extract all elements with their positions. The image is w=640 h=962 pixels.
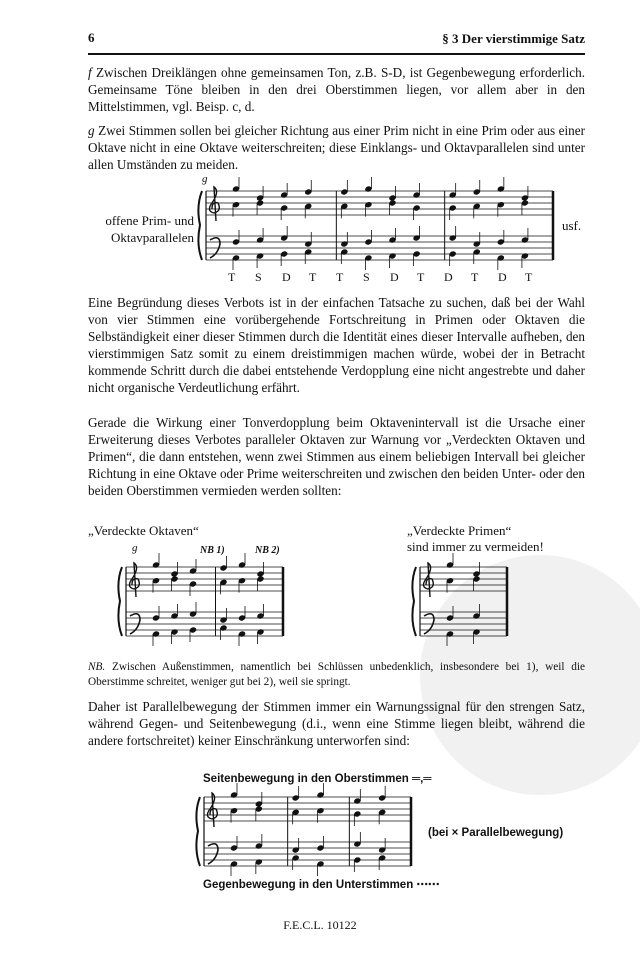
brace-icon xyxy=(412,567,416,636)
function-label: D xyxy=(282,270,291,284)
section-title: § 3 Der vierstimmige Satz xyxy=(442,31,585,46)
example-marker: g xyxy=(202,173,208,185)
paragraph-daher: Daher ist Parallelbewegung der Stimmen immer ein Warnungssignal für den strengen Satz, während Gegen- und Seitenbewegung (d.i., wenn eine Stimme liegen bleibt, während die andere fortschreitet) keiner Einschränkung unterworfen sind: xyxy=(88,699,585,748)
treble-clef-icon xyxy=(209,187,219,221)
brace-icon xyxy=(198,191,202,260)
function-labels xyxy=(228,270,548,286)
paragraph-g: g Zwei Stimmen sollen bei gleicher Richtung aus einer Prim nicht in eine Prim oder aus einer Oktave nicht in eine Oktave weiterschreiten; diese Einklangs- und Oktavparallelen sind unter allen Umständen zu meiden. xyxy=(88,123,586,172)
function-label: D xyxy=(444,270,453,284)
function-label: T xyxy=(309,270,317,284)
function-label: T xyxy=(336,270,344,284)
treble-clef-icon xyxy=(423,563,433,597)
nb1-label: NB 1) xyxy=(200,545,225,556)
usf-label: usf. xyxy=(562,218,582,233)
music-example-3 xyxy=(412,562,512,642)
music-example-1 xyxy=(198,186,558,266)
music-example-4 xyxy=(196,792,416,872)
example4-top-label: Seitenbewegung in den Oberstimmen ═,═ xyxy=(203,773,432,785)
paragraph-gerade: Gerade die Wirkung einer Tonverdopplung beim Oktavenintervall ist die Ursache einer Erweiterung dieses Verbotes paralleler Oktaven zur Warnung vor „Verdeckten Oktaven und Primen“, die dann entstehen, wenn zwei Stimmen aus einem beliebigen Intervall bei gleicher Richtung in eine Oktave oder Prime weiterschreiten und zwischen den beiden Unter- oder den beiden Oberstimmen vermieden werden sollten: xyxy=(88,415,585,498)
example4-bottom-label: Gegenbewegung in den Unterstimmen ⋯⋯ xyxy=(203,879,440,891)
example2-title: „Verdeckte Oktaven“ xyxy=(88,523,199,538)
music-example-2 xyxy=(118,562,288,642)
function-label: D xyxy=(390,270,399,284)
footnote: NB. Zwischen Außenstimmen, namentlich bei Schlüssen unbedenklich, insbesondere bei 1), weil die Oberstimme schreitet, weniger gut bei 2), weil sie springt. xyxy=(88,661,585,688)
example4-side-label: (bei × Parallelbewegung) xyxy=(428,827,564,839)
treble-clef-icon xyxy=(129,563,139,597)
function-label: S xyxy=(363,270,370,284)
brace-icon xyxy=(118,567,122,636)
publisher-footer: F.E.C.L. 10122 xyxy=(283,918,357,932)
brace-icon xyxy=(196,797,200,866)
example-marker: g xyxy=(132,542,138,554)
function-label: T xyxy=(471,270,479,284)
example3-title: „Verdeckte Primen“ sind immer zu vermeiden! xyxy=(407,523,544,554)
function-label: T xyxy=(525,270,533,284)
example1-label: offene Prim- und Oktavparallelen xyxy=(105,213,194,245)
function-label: D xyxy=(498,270,507,284)
function-label: S xyxy=(255,270,262,284)
treble-clef-icon xyxy=(207,793,217,827)
paragraph-f: f Zwischen Dreiklängen ohne gemeinsamen Ton, z.B. S-D, ist Gegenbewegung erforderlich. Gemeinsame Töne bleiben in den drei Oberstimmen liegen, vor allem aber in den Mittelstimmen, vgl. Beisp. c, d. xyxy=(88,65,585,114)
header-rule xyxy=(88,53,585,55)
page-number: 6 xyxy=(88,30,95,45)
function-label: T xyxy=(417,270,425,284)
paragraph-begruendung: Eine Begründung dieses Verbots ist in der einfachen Tatsache zu suchen, daß bei der Wahl von vier Stimmen eine vorübergehende Fortschreitung in Primen oder Oktaven die Selbständigkeit einer dieser Stimmen durch die Identität eines dieser Intervalle aufheben, den vierstimmigen Satz somit zu einem dreistimmigen machen würde, wobei der in Betracht kommende Schritt durch die dabei entstehende Verdopplung eine nicht angestrebte und daher nicht organische Verdeutlichung erfährt. xyxy=(88,295,585,395)
nb2-label: NB 2) xyxy=(255,545,280,556)
function-label: T xyxy=(228,270,236,284)
